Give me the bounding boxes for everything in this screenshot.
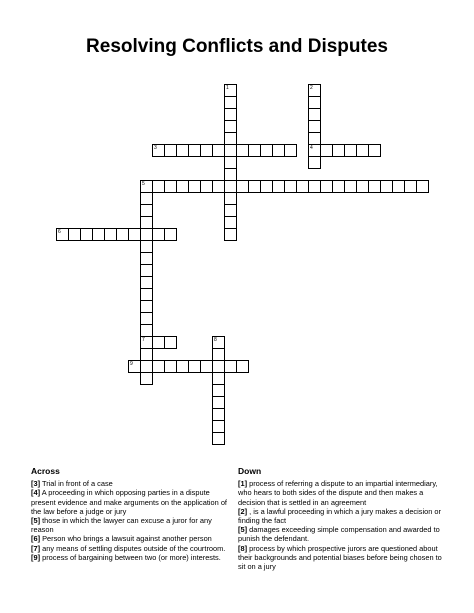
- down-clues: [238, 467, 443, 571]
- grid-cell[interactable]: [212, 432, 225, 445]
- grid-cell[interactable]: [164, 228, 177, 241]
- clue-number: 4: [310, 145, 313, 151]
- clue-number: 1: [226, 85, 229, 91]
- grid-cell[interactable]: [212, 144, 225, 157]
- grid-cell[interactable]: [140, 372, 153, 385]
- clue-number: 8: [214, 337, 217, 343]
- grid-cell[interactable]: [128, 360, 141, 373]
- clue-number: 2: [310, 85, 313, 91]
- puzzle-title: Resolving Conflicts and Disputes: [86, 36, 388, 57]
- clue-item: [7] any means of settling disputes outside of the courtroom.: [31, 543, 226, 553]
- grid-cell[interactable]: [224, 228, 237, 241]
- clue-item: [5] damages exceeding simple compensation and awarded to punish the defendant.: [238, 525, 440, 544]
- clue-item: [1] process of referring a dispute to an impartial intermediary, who hears to both sides of the dispute and then makes a decision that is settled in an agreement: [238, 479, 438, 507]
- grid-cell[interactable]: [164, 336, 177, 349]
- grid-cell[interactable]: [416, 180, 429, 193]
- clue-item: [4] A proceeding in which opposing parties in a dispute present evidence and make arguments on the application of the law before a judge or jury: [31, 488, 227, 516]
- clue-number: 9: [130, 361, 133, 367]
- clue-number: 3: [154, 145, 157, 151]
- grid-cell[interactable]: [368, 144, 381, 157]
- clue-item: [6] Person who brings a lawsuit against another person: [31, 534, 212, 544]
- grid-cell[interactable]: [128, 228, 141, 241]
- across-clues: [31, 467, 231, 562]
- grid-cell[interactable]: [236, 360, 249, 373]
- grid-cell[interactable]: [284, 144, 297, 157]
- clue-item: [8] process by which prospective jurors are questioned about their backgrounds and potential biases before being chosen to sit on a jury: [238, 543, 442, 572]
- clue-item: [2] , is a lawful proceeding in which a jury makes a decision or finding the fact: [238, 506, 441, 526]
- clue-item: [3] Trial in front of a case: [31, 479, 113, 489]
- clue-number: 5: [142, 181, 145, 187]
- down-heading: Down: [238, 466, 262, 476]
- clue-item: [5] those in which the lawyer can excuse a juror for any reason: [31, 516, 212, 535]
- across-heading: Across: [31, 466, 60, 476]
- grid-cell[interactable]: [212, 180, 225, 193]
- grid-cell[interactable]: [308, 156, 321, 169]
- clue-number: 7: [142, 337, 145, 343]
- grid-cell[interactable]: [200, 360, 213, 373]
- clue-item: [9] process of bargaining between two (or more) interests.: [31, 552, 221, 562]
- clue-number: 6: [58, 229, 61, 235]
